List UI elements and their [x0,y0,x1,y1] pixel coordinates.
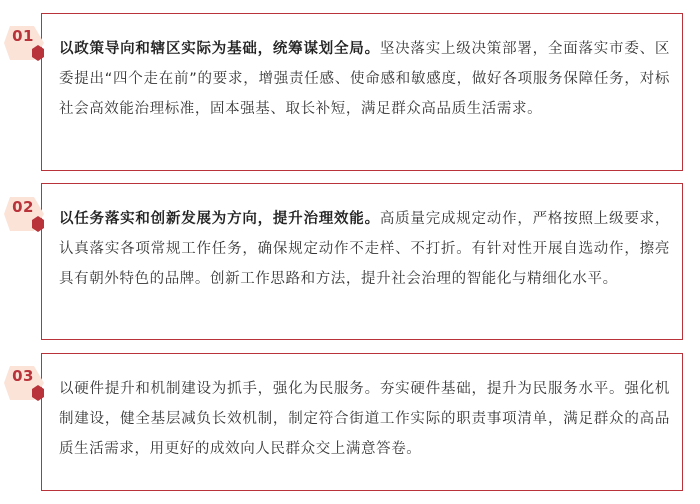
item-lead-2: 以任务落实和创新发展为方向，提升治理效能。 [59,211,380,227]
item-text-3 [59,374,670,464]
item-card-1 [41,13,683,171]
badge-number-3: 03 [12,367,34,385]
number-badge-1 [4,22,56,66]
number-badge-3 [4,362,56,406]
item-text-2 [59,204,670,294]
item-lead-1: 以政策导向和辖区实际为基础，统筹谋划全局。 [59,41,380,57]
item-body-2: 高质量完成规定动作，严格按照上级要求，认真落实各项常规工作任务，确保规定动作不走样、不打折。有针对性开展自选动作，擦亮具有朝外特色的品牌。创新工作思路和方法，提升社会治理的智能化与精细化水平。 [59,211,670,287]
badge-number-2: 02 [12,198,34,216]
item-text-1 [59,34,670,124]
badge-number-1: 01 [12,27,34,45]
item-body-1: 坚决落实上级决策部署，全面落实市委、区委提出“四个走在前”的要求，增强责任感、使命感和敏感度，做好各项服务保障任务，对标社会高效能治理标准，固本强基、取长补短，满足群众高品质生活需求。 [59,41,670,117]
number-badge-2 [4,193,56,237]
item-body-3: 以硬件提升和机制建设为抓手，强化为民服务。夯实硬件基础，提升为民服务水平。强化机制建设，健全基层减负长效机制，制定符合街道工作实际的职责事项清单，满足群众的高品质生活需求，用更好的成效向人民群众交上满意答卷。 [59,381,670,457]
item-card-2 [41,183,683,340]
item-card-3 [41,353,683,491]
